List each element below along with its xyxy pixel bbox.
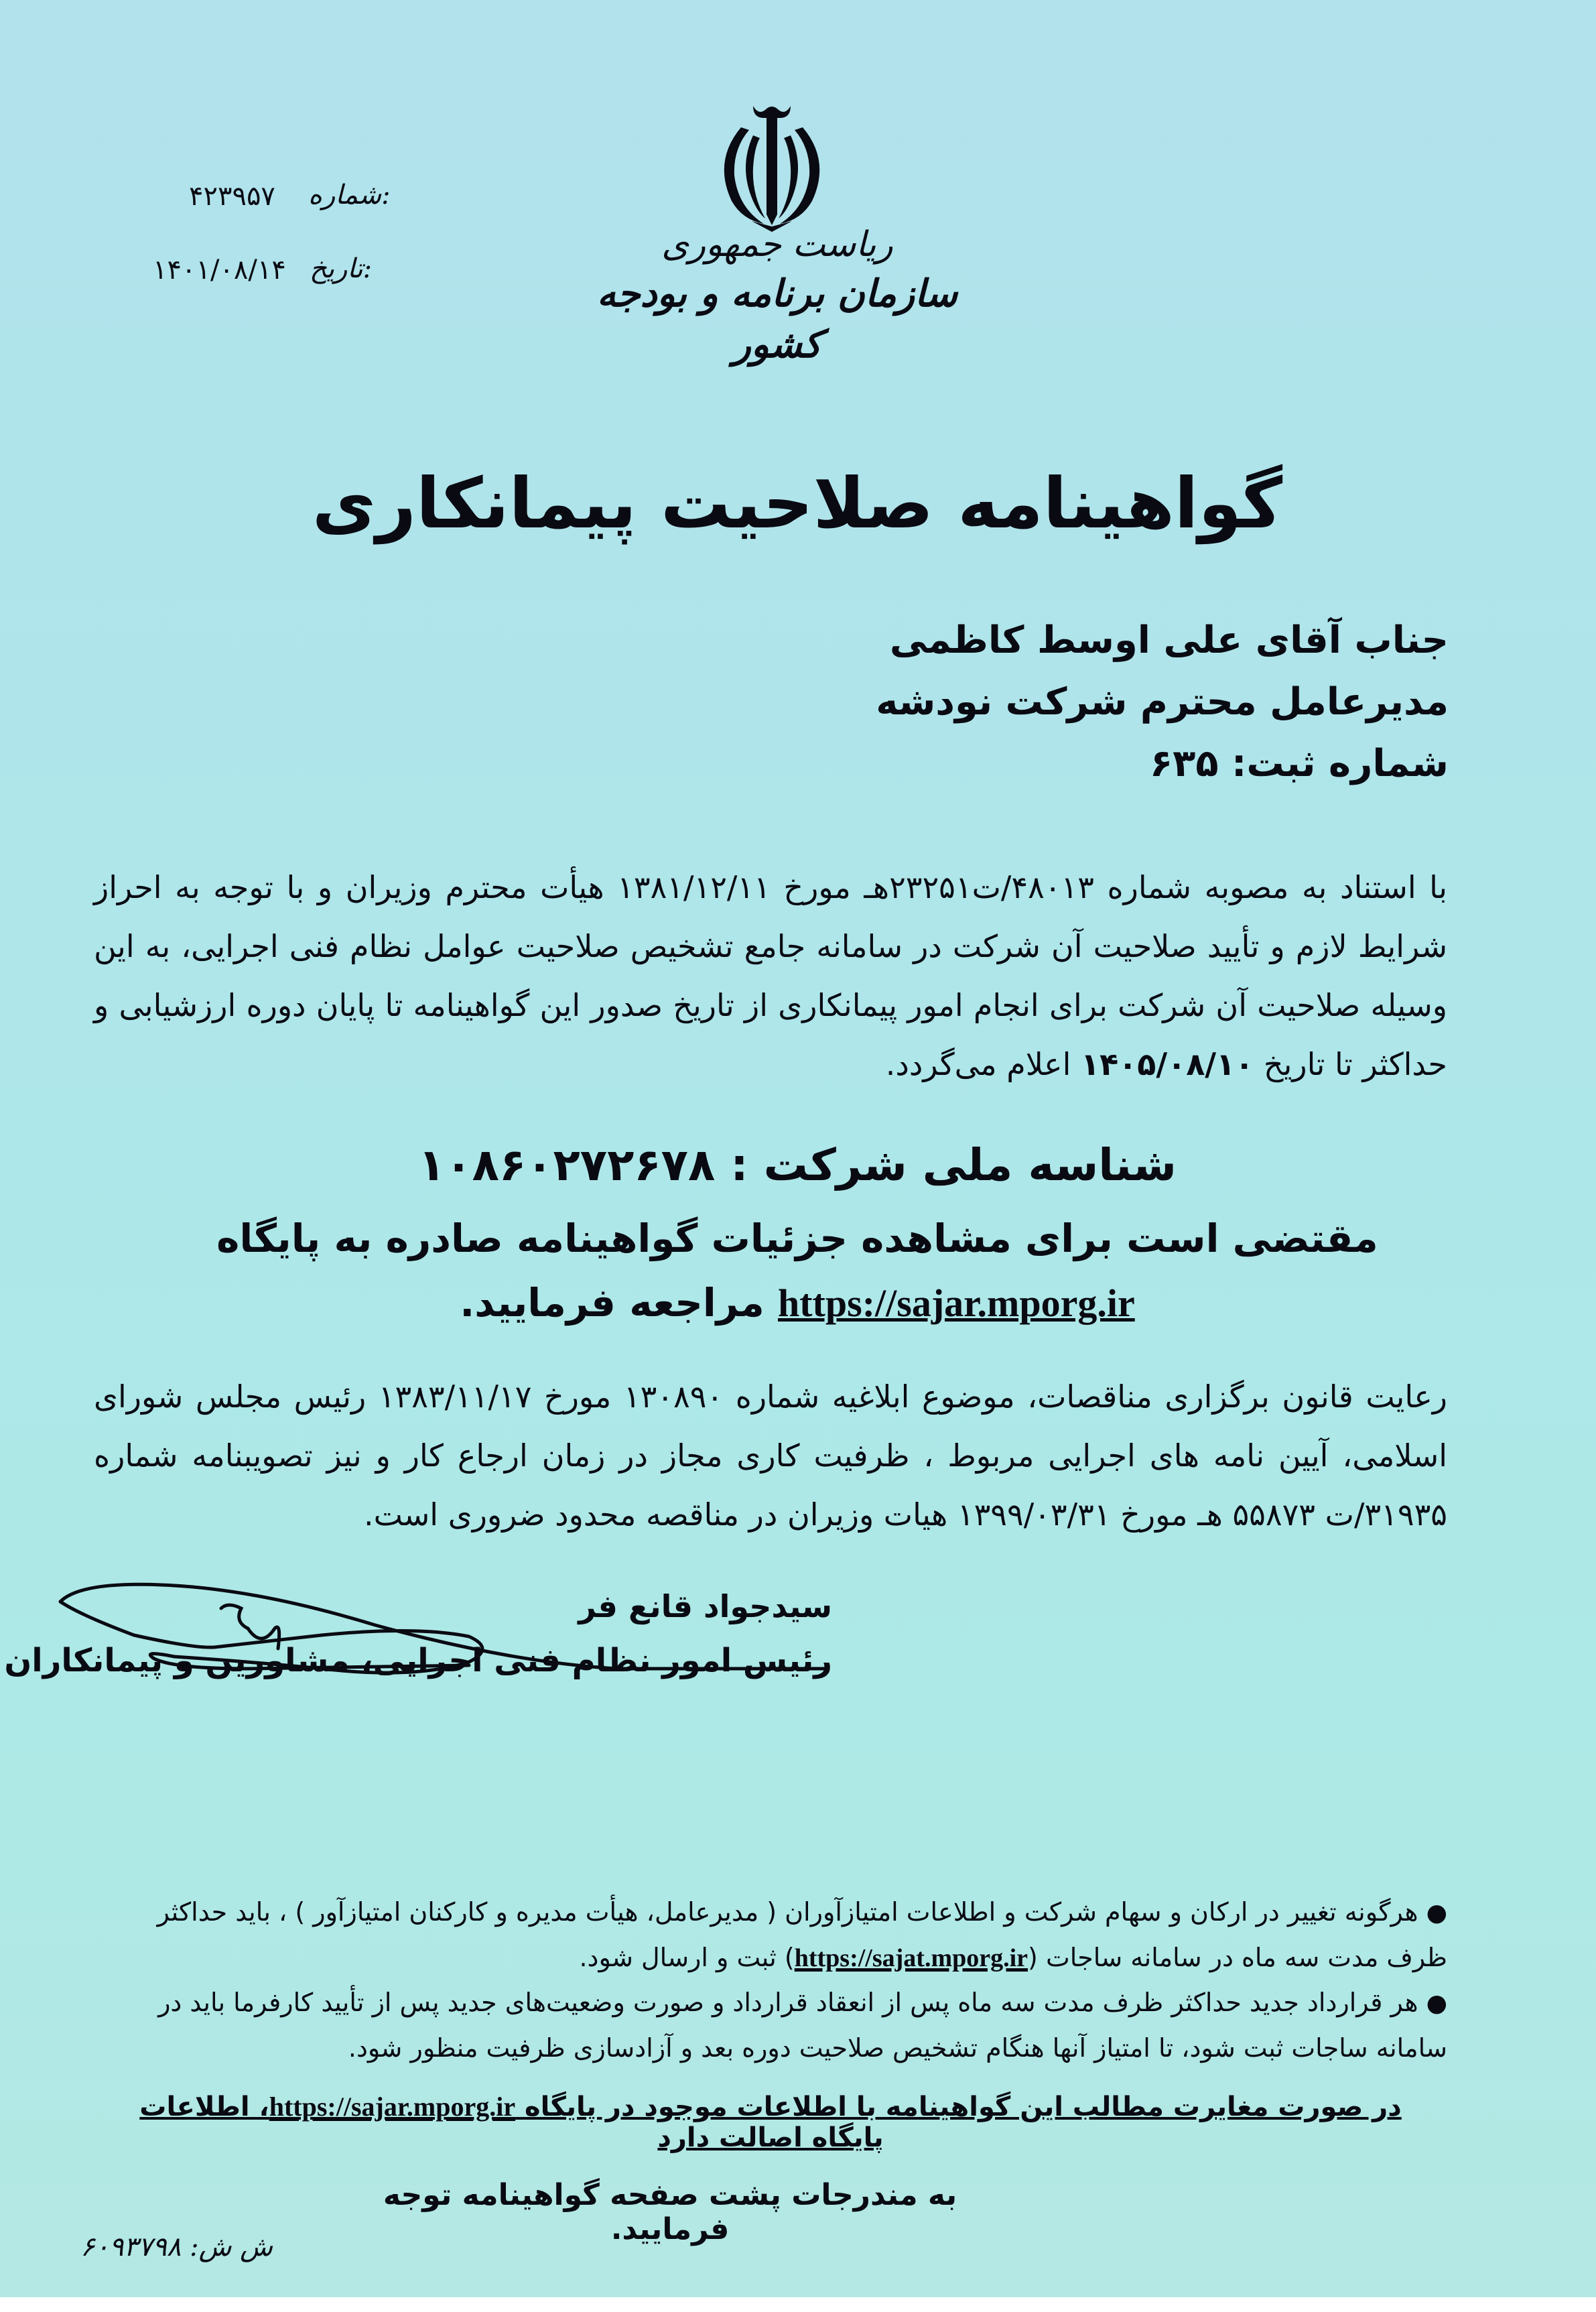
handwritten-signature [40, 1561, 844, 1709]
org-line-planning-budget: سازمان برنامه و بودجه کشور [597, 271, 957, 367]
back-page-note: به مندرجات پشت صفحه گواهینامه توجه فرمایید. [383, 2178, 957, 2246]
approval-text-end: اعلام می‌گردد. [885, 1046, 1071, 1082]
registration-value: ۶۳۵ [1149, 742, 1219, 785]
consult-line-1: مقتضی است برای مشاهده جزئیات گواهینامه صادره به پایگاه [216, 1216, 1378, 1261]
authenticity-warning: در صورت مغایرت مطالب این گواهینامه با اطلاعات موجود در پایگاه https://sajar.mporg.ir، اطلاعات پایگاه اصالت دارد [139, 2092, 1402, 2153]
bullet-icon: ● [1426, 1899, 1447, 1927]
consult-line-2: مراجعه فرمایید. [460, 1280, 764, 1326]
national-id [201, 1139, 1394, 1191]
approval-text: با استناد به مصوبه شماره ۴۸۰۱۳/ت۲۳۲۵۱هـ مورخ ۱۳۸۱/۱۲/۱۱ هیأت محترم وزیران و با توجه به احراز شرایط لازم و تأیید صلاحیت آن شرکت در سامانه جامع تشخیص صلاحیت عوامل نظام فنی اجرایی، به این وسیله صلاحیت آن شرکت برای انجام امور پیمانکاری از تاریخ صدور این گواهینامه تا پایان دوره ارزشیابی و حداکثر تا تاریخ [94, 869, 1448, 1082]
signatory-title: رئیس امور نظام فنی اجرایی، مشاورین و پیمانکاران [4, 1642, 832, 1679]
national-id-value: ۱۰۸۶۰۲۷۲۶۷۸ [418, 1139, 716, 1191]
issuing-organization [570, 221, 985, 370]
consult-instruction [201, 1206, 1394, 1336]
serial-label: ش ش: [190, 2232, 273, 2262]
notes-list [94, 1890, 1447, 2070]
registration-number [645, 733, 1449, 795]
number-value: ۴۲۳۹۵۷ [189, 181, 275, 212]
note-item: ● هر قرارداد جدید حداکثر ظرف مدت سه ماه پس از انعقاد قرارداد و صورت وضعیت‌های جدید پس از تأیید کارفرما باید در سامانه ساجات ثبت شود، تا امتیاز آنها هنگام تشخیص صلاحیت دوره بعد و آزادسازی ظرفیت منظور شود. [158, 1988, 1447, 2063]
sajat-link[interactable]: https://sajat.mporg.ir [794, 1944, 1028, 1972]
date-value: ۱۴۰۱/۰۸/۱۴ [153, 255, 286, 285]
serial-number [80, 2232, 273, 2262]
date-label: تاریخ: [310, 253, 373, 284]
org-line-presidency: ریاست جمهوری [661, 224, 893, 265]
recipient-position: مدیرعامل محترم شرکت نودشه [876, 680, 1449, 724]
page-title: گواهینامه صلاحیت پیمانکاری [312, 462, 1283, 544]
bullet-icon: ● [1426, 1990, 1447, 2017]
approval-paragraph [94, 858, 1447, 1094]
expiry-date: ۱۴۰۵/۰۸/۱۰ [1081, 1046, 1254, 1082]
sajar-link[interactable]: https://sajar.mporg.ir [777, 1281, 1135, 1325]
note-item: ● هرگونه تغییر در ارکان و سهام شرکت و اطلاعات امتیازآوران ( مدیرعامل، هیأت مدیره و کارکنان امتیازآور ) ، باید حداکثر ظرف مدت سه ماه در سامانه ساجات (https://sajat.mporg.ir) ثبت و ارسال شود. [157, 1897, 1447, 1972]
tender-law-paragraph: رعایت قانون برگزاری مناقصات، موضوع ابلاغیه شماره ۱۳۰۸۹۰ مورخ ۱۳۸۳/۱۱/۱۷ رئیس مجلس شورای اسلامی، آیین نامه های اجرایی مربوط ، ظرفیت کاری مجاز در زمان ارجاع کار و نیز تصویبنامه شماره ۳۱۹۳۵/ت ۵۵۸۷۳ هـ مورخ ۱۳۹۹/۰۳/۳۱ هیات وزیران در مناقصه محدود ضروری است. [94, 1378, 1447, 1533]
recipient-name: جناب آقای علی اوسط کاظمی [889, 619, 1449, 662]
sajar-footer-link[interactable]: https://sajar.mporg.ir [269, 2092, 516, 2122]
signatory-name: سیدجواد قانع فر [578, 1588, 832, 1624]
serial-value: ۶۰۹۳۷۹۸ [80, 2232, 182, 2262]
number-label: شماره: [308, 180, 391, 210]
recipient-block [645, 610, 1449, 795]
registration-label: شماره ثبت: [1232, 742, 1449, 785]
iran-emblem-icon [712, 101, 832, 241]
national-id-label: شناسه ملی شرکت : [730, 1139, 1177, 1191]
